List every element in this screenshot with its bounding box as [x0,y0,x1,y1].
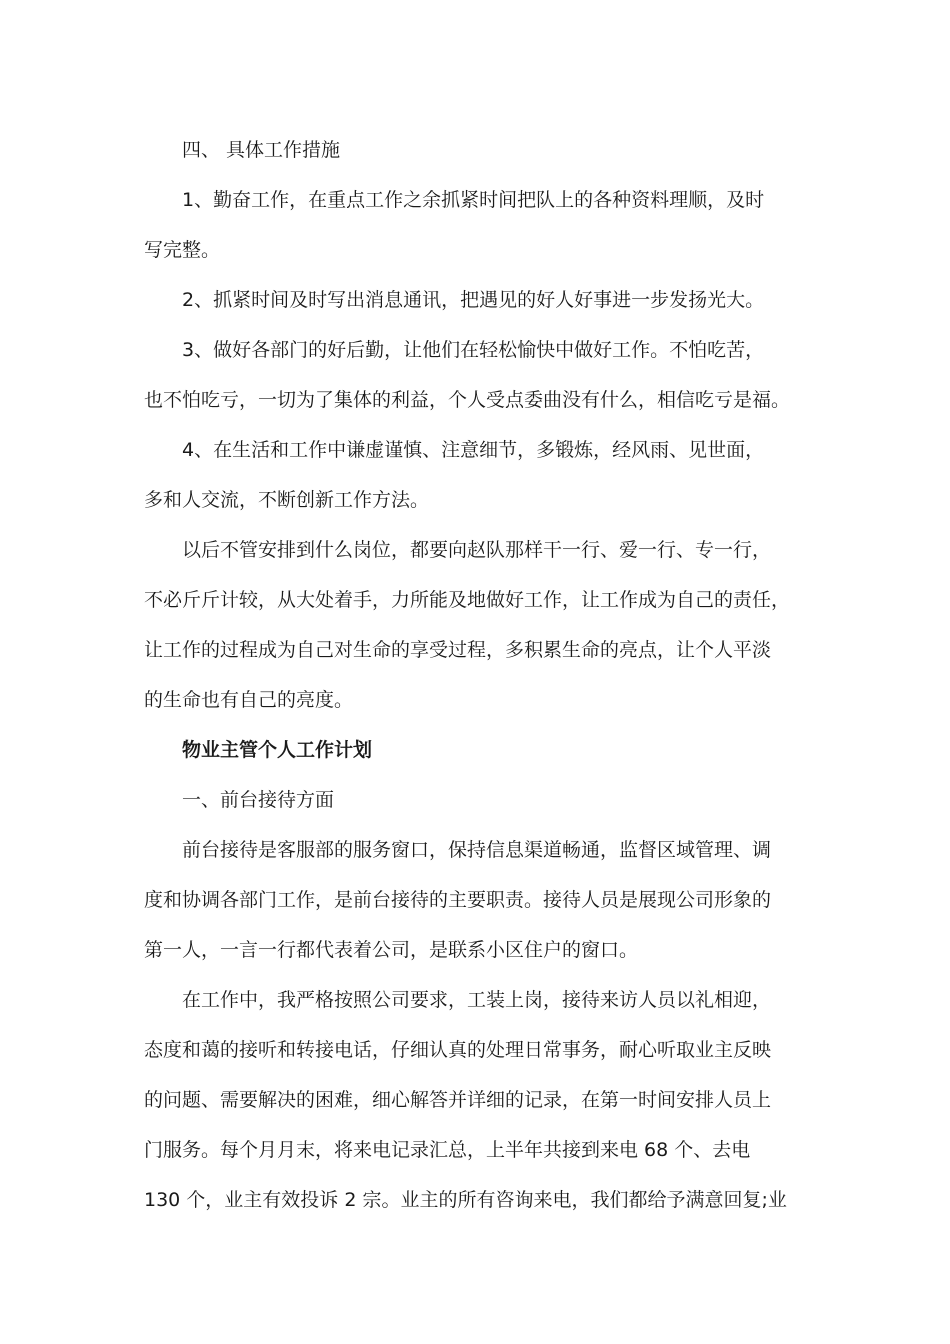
paragraph-line: 的生命也有自己的亮度。 [144,689,354,711]
paragraph-line: 度和协调各部门工作，是前台接待的主要职责。接待人员是展现公司形象的 [144,889,772,911]
paragraph-line: 在工作中，我严格按照公司要求，工装上岗，接待来访人员以礼相迎， [182,989,772,1011]
paragraph-line: 130 个，业主有效投诉 2 宗。业主的所有咨询来电，我们都给予满意回复;业 [144,1189,787,1211]
paragraph-line: 态度和蔼的接听和转接电话，仔细认真的处理日常事务，耐心听取业主反映 [144,1039,772,1061]
paragraph-line: 不必斤斤计较，从大处着手，力所能及地做好工作，让工作成为自己的责任， [144,589,791,611]
paragraph-line: 第一人，一言一行都代表着公司，是联系小区住户的窗口。 [144,939,639,961]
paragraph-line: 1、勤奋工作，在重点工作之余抓紧时间把队上的各种资料理顺，及时 [182,189,765,211]
paragraph-line: 前台接待是客服部的服务窗口，保持信息渠道畅通，监督区域管理、调 [182,839,772,861]
paragraph-line: 门服务。每个月月末，将来电记录汇总，上半年共接到来电 68 个、去电 [144,1139,751,1161]
paragraph-line: 的问题、需要解决的困难，细心解答并详细的记录，在第一时间安排人员上 [144,1089,772,1111]
paragraph-line: 2、抓紧时间及时写出消息通讯，把遇见的好人好事进一步发扬光大。 [182,289,765,311]
document-title: 物业主管个人工作计划 [182,739,373,761]
section-heading-reception: 一、前台接待方面 [182,789,335,811]
paragraph-line: 多和人交流，不断创新工作方法。 [144,489,430,511]
paragraph-line: 以后不管安排到什么岗位，都要向赵队那样干一行、爱一行、专一行， [182,539,772,561]
paragraph-line: 写完整。 [144,239,221,261]
paragraph-line: 让工作的过程成为自己对生命的享受过程，多积累生命的亮点，让个人平淡 [144,639,772,661]
paragraph-line: 3、做好各部门的好后勤，让他们在轻松愉快中做好工作。不怕吃苦， [182,339,765,361]
paragraph-line: 4、在生活和工作中谦虚谨慎、注意细节，多锻炼，经风雨、见世面， [182,439,765,461]
section-heading-measures: 四、 具体工作措施 [182,139,341,161]
paragraph-line: 也不怕吃亏，一切为了集体的利益，个人受点委曲没有什么，相信吃亏是福。 [144,389,791,411]
